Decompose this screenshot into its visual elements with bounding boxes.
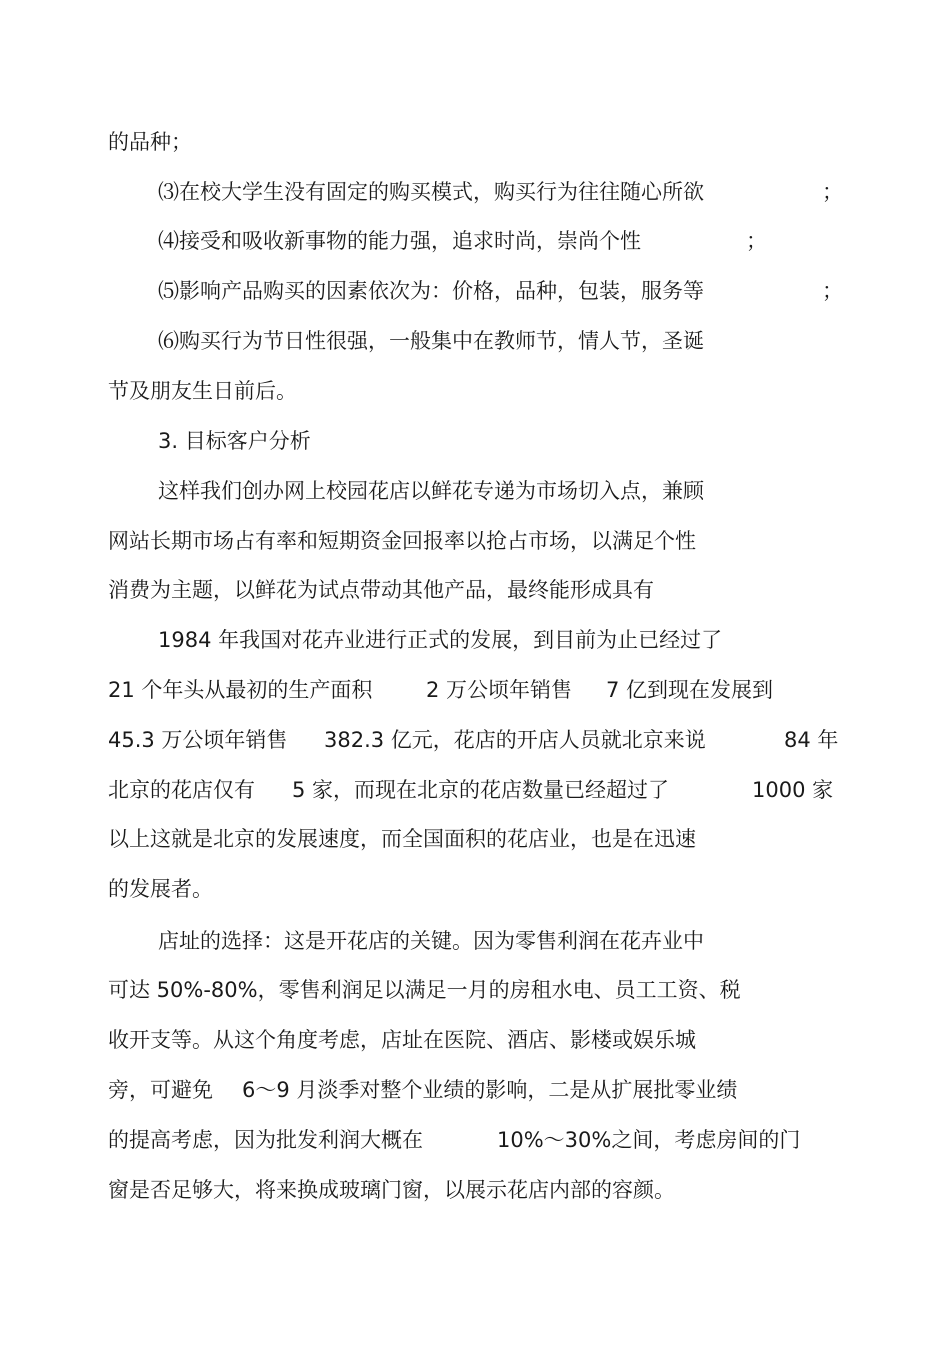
text-segment: 45.3 万公顷年销售 [108,728,288,752]
text-segment: 2 万公顷年销售 [426,678,573,702]
text-segment: 窗是否足够大，将来换成玻璃门窗，以展示花店内部的容颜。 [108,1178,675,1202]
text-segment: 这样我们创办网上校园花店以鲜花专递为市场切入点，兼顾 [158,479,704,503]
text-segment: 的提高考虑，因为批发利润大概在 [108,1128,423,1152]
text-segment: 84 年 [784,728,839,752]
text-segment: ； [822,279,843,303]
text-segment: 5 家，而现在北京的花店数量已经超过了 [292,778,670,802]
text-segment: 10%～30%之间，考虑房间的门 [497,1128,801,1152]
text-segment: 382.3 亿元，花店的开店人员就北京来说 [324,728,706,752]
text-segment: ⑷接受和吸收新事物的能力强，追求时尚，崇尚个性 [158,229,641,253]
text-segment: 的发展者。 [108,877,213,901]
text-segment: 收开支等。从这个角度考虑，店址在医院、酒店、影楼或娱乐城 [108,1028,696,1052]
text-segment: 可达 50%-80%，零售利润足以满足一月的房租水电、员工工资、税 [108,978,741,1002]
text-segment: ⑹购买行为节日性很强，一般集中在教师节，情人节，圣诞 [158,329,704,353]
text-segment: 21 个年头从最初的生产面积 [108,678,373,702]
text-segment: 北京的花店仅有 [108,778,255,802]
text-segment: 1000 家 [752,778,834,802]
text-segment: 6～9 月淡季对整个业绩的影响，二是从扩展批零业绩 [242,1078,738,1102]
text-segment: 的品种； [108,130,192,154]
text-segment: 旁，可避免 [108,1078,213,1102]
text-segment: ⑸影响产品购买的因素依次为：价格，品种，包装，服务等 [158,279,704,303]
text-segment: ； [746,229,767,253]
text-segment: 以上这就是北京的发展速度，而全国面积的花店业，也是在迅速 [108,827,696,851]
text-segment: 店址的选择：这是开花店的关键。因为零售利润在花卉业中 [158,929,704,953]
text-segment: 3. 目标客户分析 [158,429,311,453]
text-segment: 节及朋友生日前后。 [108,379,297,403]
text-segment: ⑶在校大学生没有固定的购买模式，购买行为往往随心所欲 [158,180,704,204]
text-segment: 消费为主题，以鲜花为试点带动其他产品，最终能形成具有 [108,578,654,602]
text-segment: 7 亿到现在发展到 [606,678,774,702]
text-segment: 1984 年我国对花卉业进行正式的发展，到目前为止已经过了 [158,628,723,652]
text-segment: 网站长期市场占有率和短期资金回报率以抢占市场，以满足个性 [108,529,696,553]
text-segment: ； [822,180,843,204]
